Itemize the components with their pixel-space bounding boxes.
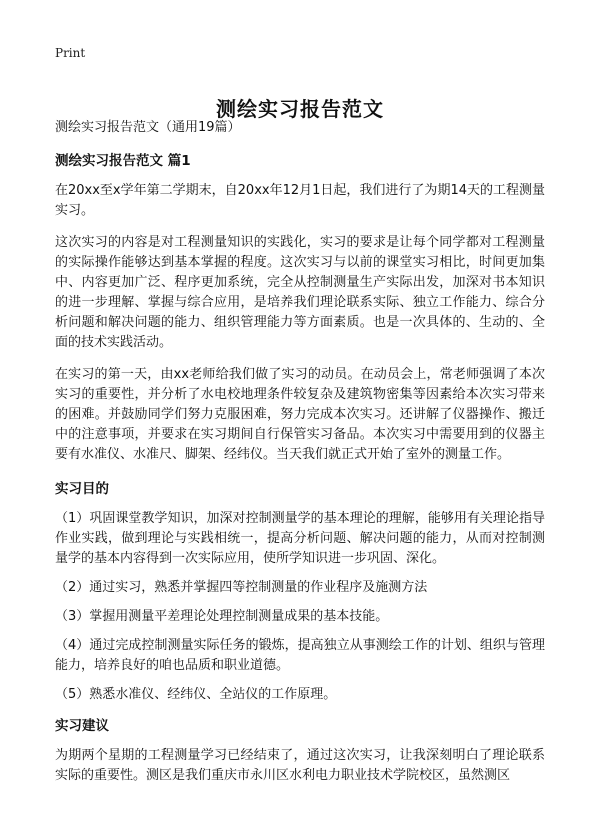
list-item: （5）熟悉水准仪、经纬仪、全站仪的工作原理。	[55, 687, 337, 702]
paragraph: 在实习的第一天，由xx老师给我们做了实习的动员。在动员会上，常老师强调了本次实习的重要性，并分析了水电校地理条件较复杂及建筑物密集等因素给本次实习带来的困难。并鼓励同学们努力克服困难，努力完成本次实习。还讲解了仪器操作、搬迁中的注意事项，并要求在实习期间自行保管实习备品。本次实习中需要用到的仪器主要有水准仪、水准尺、脚架、经纬仪。当天我们就正式开始了室外的测量工作。	[55, 367, 545, 462]
document-subtitle: 测绘实习报告范文（通用19篇）	[55, 120, 241, 135]
list-item: （4）通过完成控制测量实际任务的锻炼，提高独立从事测绘工作的计划、组织与管理能力，培养良好的咱也品质和职业道德。	[55, 638, 545, 673]
paragraph: 这次实习的内容是对工程测量知识的实践化，实习的要求是让每个同学都对工程测量的实际操作能够达到基本掌握的程度。这次实习与以前的课堂实习相比，时间更加集中、内容更加广泛、程序更加系统，完全从控制测量生产实际出发，加深对书本知识的进一步理解、掌握与综合应用，是培养我们理论联系实际、独立工作能力、综合分析问题和解决问题的能力、组织管理能力等方面素质。也是一次具体的、生动的、全面的技术实践活动。	[55, 235, 545, 350]
print-link[interactable]: Print	[55, 46, 86, 60]
section-heading-1: 测绘实习报告范文 篇1	[55, 153, 191, 169]
section-heading-suggestions: 实习建议	[55, 718, 109, 734]
paragraph: 在20xx至x学年第二学期末，自20xx年12月1日起，我们进行了为期14天的工程测量实习。	[55, 183, 545, 218]
document-content	[55, 116, 545, 798]
list-item: （2）通过实习，熟悉并掌握四等控制测量的作业程序及施测方法	[55, 580, 428, 595]
section-heading-purpose: 实习目的	[55, 481, 109, 497]
paragraph: 为期两个星期的工程测量学习已经结束了，通过这次实习，让我深刻明白了理论联系实际的重要性。测区是我们重庆市永川区水利电力职业技术学院校区，虽然测区	[55, 748, 545, 783]
page-title: 测绘实习报告范文	[216, 97, 384, 122]
list-item: （3）掌握用测量平差理论处理控制测量成果的基本技能。	[55, 609, 389, 624]
list-item: （1）巩固课堂教学知识，加深对控制测量学的基本理论的理解，能够用有关理论指导作业实践，做到理论与实践相统一，提高分析问题、解决问题的能力，从而对控制测量学的基本内容得到一次实际应用，使所学知识进一步巩固、深化。	[55, 511, 545, 566]
